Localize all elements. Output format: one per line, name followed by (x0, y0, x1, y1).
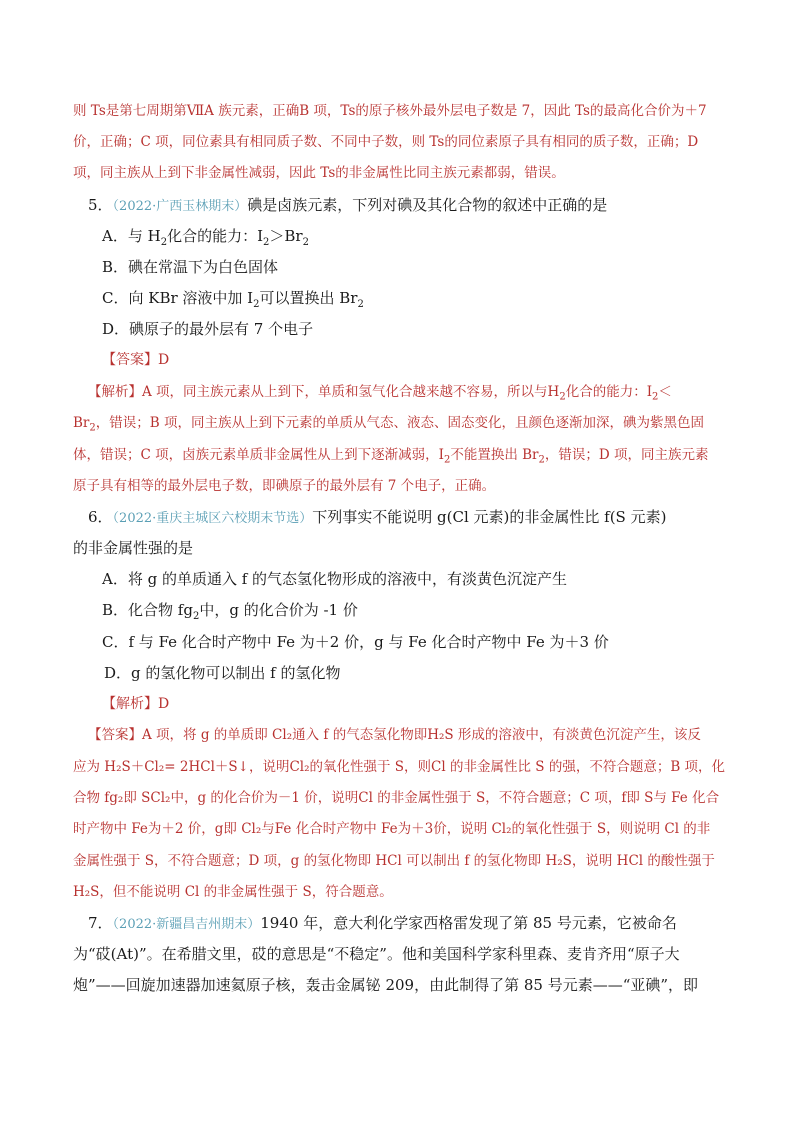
question-5-analysis-line-2: $Br_2$，错误；B 项，同主族从上到下元素的单质从气态、液态、固态变化，且颜色逐渐加深，碘为紫黑色固 (73, 415, 704, 434)
question-5-option-d: D．碘原子的最外层有 7 个电子 (102, 320, 314, 338)
question-number: 6． (88, 508, 113, 526)
question-6-answer-line-1: 【答案】A 项，将 g 的单质即 Cl₂通入 f 的气态氢化物即H₂S 形成的溶液中，有淡黄色沉淀产生，该反 (88, 727, 701, 743)
answer-label: 【答案】 (88, 727, 142, 743)
question-5-analysis-line-4: 原子具有相等的最外层电子数，即碘原子的最外层有 7 个电子，正确。 (73, 478, 496, 494)
question-6-option-a: A．将 g 的单质通入 f 的气态氢化物形成的溶液中，有淡黄色沉淀产生 (102, 570, 568, 588)
question-6-option-d: D．g 的氢化物可以制出 f 的氢化物 (104, 664, 341, 682)
question-7-stem (88, 913, 677, 935)
question-source: （2022·广西玉林期末） (112, 199, 248, 214)
question-6-answer-line-2: 应为 H₂S＋Cl₂= 2HCl＋S↓，说明Cl₂的氧化性强于 S，则Cl 的非金属性比 S 的强，不符合题意；B 项，化 (73, 759, 726, 775)
question-5-analysis-line-3: 体，错误；C 项，卤族元素单质非金属性从上到下逐渐减弱，$I_2$不能置换出 $Br_2$，错误；D 项，同主族元素 (73, 447, 709, 466)
question-text: 碘是卤族元素，下列对碘及其化合物的叙述中正确的是 (247, 196, 608, 214)
question-7-line-3: 炮”——回旋加速器加速氦原子核，轰击金属铋 209，由此制得了第 85 号元素——“亚碘”，即 (73, 976, 699, 994)
question-5-answer: 【答案】D (102, 352, 170, 368)
question-6-stem-line-2: 的非金属性强的是 (73, 539, 194, 557)
question-text: 1940 年，意大利化学家西格雷发现了第 85 号元素，它被命名 (260, 914, 677, 932)
question-number: 7． (88, 914, 113, 932)
question-6-analysis-label: 【解析】D (102, 696, 170, 712)
question-5-option-b: B．碘在常温下为白色固体 (102, 258, 279, 276)
question-6-answer-line-6: H₂S，但不能说明 Cl 的非金属性强于 S，符合题意。 (73, 884, 393, 900)
question-text: 下列事实不能说明 g(Cl 元素)的非金属性比 f(S 元素) (312, 508, 667, 526)
question-5-option-c: C．向 KBr 溶液中加 $I_2$可以置换出 $Br_2$ (102, 289, 364, 310)
question-source: （2022·新疆昌吉州期末） (112, 917, 261, 932)
question-6-answer-line-3: 合物 fg₂即 SCl₂中，g 的化合价为－1 价，说明Cl 的非金属性强于 S，不符合题意；C 项，f即 S与 Fe 化合 (73, 790, 720, 806)
question-6-answer-line-4: 时产物中 Fe为＋2 价，g即 Cl₂与Fe 化合时产物中 Fe为＋3价，说明 Cl₂的氧化性强于 S，则说明 Cl 的非 (73, 821, 711, 837)
prev-explanation-line-3: 项，同主族从上到下非金属性减弱，因此 Ts的非金属性比同主族元素都弱，错误。 (73, 165, 565, 181)
question-number: 5． (88, 196, 113, 214)
question-5-stem (88, 195, 607, 217)
prev-explanation-line-2: 价，正确；C 项，同位素具有相同质子数、不同中子数，则 Ts的同位素原子具有相同的质子数，正确；D (73, 134, 699, 150)
analysis-label: 【解析】 (88, 384, 142, 400)
question-5-option-a: A．与 $H_2$化合的能力：$I_2>Br_2$ (102, 227, 309, 248)
prev-explanation-line-1: 则 Ts是第七周期第ⅦA 族元素，正确B 项，Ts的原子核外最外层电子数是 7，因此 Ts的最高化合价为＋7 (73, 103, 707, 119)
question-7-line-2: 为“砹(At)”。在希腊文里，砹的意思是“不稳定”。他和美国科学家科里森、麦肯齐用“原子大 (73, 945, 680, 963)
question-5-analysis-line-1: 【解析】A 项，同主族元素从上到下，单质和氢气化合越来越不容易，所以与$H_2$化合的能力：$I_2<$ (88, 384, 672, 403)
question-6-stem (88, 507, 666, 529)
question-6-answer-line-5: 金属性强于 S，不符合题意；D 项，g 的氢化物即 HCl 可以制出 f 的氢化物即 H₂S，说明 HCl 的酸性强于 (73, 853, 715, 869)
question-source: （2022·重庆主城区六校期末节选） (112, 511, 313, 526)
question-6-option-c: C．f 与 Fe 化合时产物中 Fe 为＋2 价，g 与 Fe 化合时产物中 Fe 为＋3 价 (102, 633, 609, 651)
question-6-option-b: B．化合物 $fg_2$中，g 的化合价为 -1 价 (102, 601, 358, 622)
